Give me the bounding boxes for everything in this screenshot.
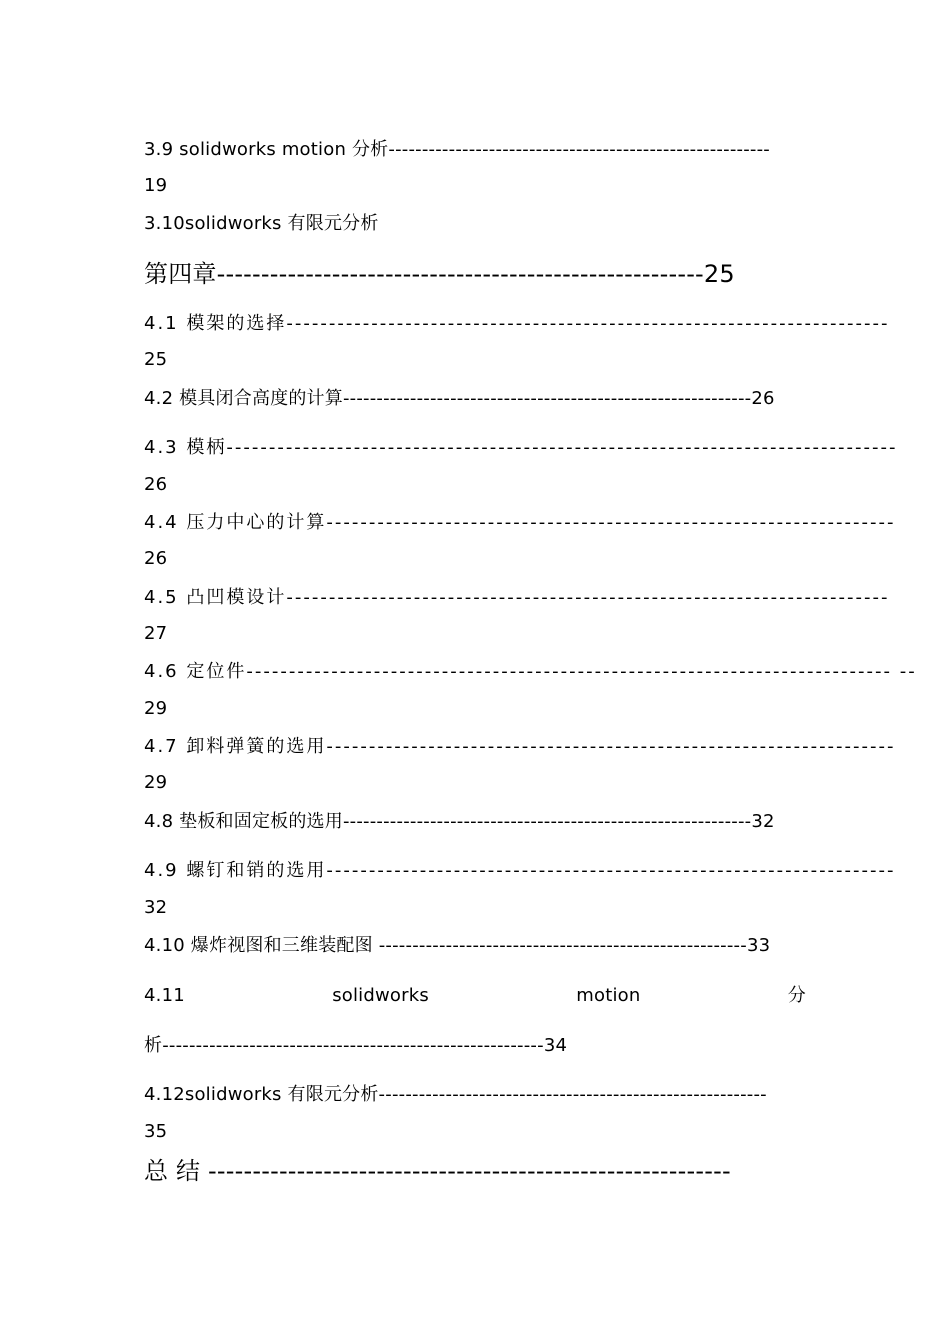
toc-entry-4-3: 4.3 模柄-------------------------------------------------------------------------------	[144, 437, 898, 458]
toc-entry-4-11-word-3: 分	[787, 985, 806, 1006]
toc-entry-4-5: 4.5 凸凹模设计-----------------------------------------------------------------------	[144, 587, 890, 608]
toc-entry-4-9: 4.9 螺钉和销的选用-------------------------------------------------------------------	[144, 860, 896, 881]
toc-entry-4-11-word-1: solidworks	[332, 985, 429, 1006]
toc-page-number: 29	[144, 772, 168, 793]
toc-page-number: 32	[144, 897, 168, 918]
toc-entry-4-11-continued: 析---------------------------------------------------------34	[144, 1035, 568, 1056]
toc-page-number: 29	[144, 698, 168, 719]
toc-entry-4-2: 4.2 模具闭合高度的计算-------------------------------------------------------------26	[144, 388, 775, 409]
toc-page-number: 27	[144, 623, 168, 644]
toc-page-number: 35	[144, 1121, 168, 1142]
toc-page-number: 26	[144, 548, 168, 569]
toc-entry-4-8: 4.8 垫板和固定板的选用-------------------------------------------------------------32	[144, 811, 775, 832]
toc-page-number: 26	[144, 474, 168, 495]
toc-entry-4-11-word-2: motion	[576, 985, 641, 1006]
toc-entry-4-7: 4.7 卸料弹簧的选用-------------------------------------------------------------------	[144, 736, 896, 757]
toc-entry-4-11	[144, 984, 806, 1008]
toc-conclusion: 总 结 -----------------------------------------------------------	[144, 1157, 731, 1185]
toc-entry-4-6: 4.6 定位件---------------------------------------------------------------------------- --	[144, 661, 917, 682]
toc-entry-3-10: 3.10solidworks 有限元分析	[144, 213, 379, 234]
toc-chapter-4: 第四章-------------------------------------------------------25	[144, 260, 735, 288]
toc-page-number: 25	[144, 349, 168, 370]
toc-entry-4-11-number: 4.11	[144, 985, 185, 1006]
toc-entry-3-9: 3.9 solidworks motion 分析---------------------------------------------------------	[144, 139, 770, 160]
toc-entry-4-10: 4.10 爆炸视图和三维装配图 -------------------------------------------------------33	[144, 935, 771, 956]
toc-entry-4-12: 4.12solidworks 有限元分析----------------------------------------------------------	[144, 1084, 767, 1105]
toc-entry-4-4: 4.4 压力中心的计算-------------------------------------------------------------------	[144, 512, 896, 533]
toc-entry-4-1: 4.1 模架的选择-----------------------------------------------------------------------	[144, 313, 890, 334]
toc-page-number: 19	[144, 175, 168, 196]
